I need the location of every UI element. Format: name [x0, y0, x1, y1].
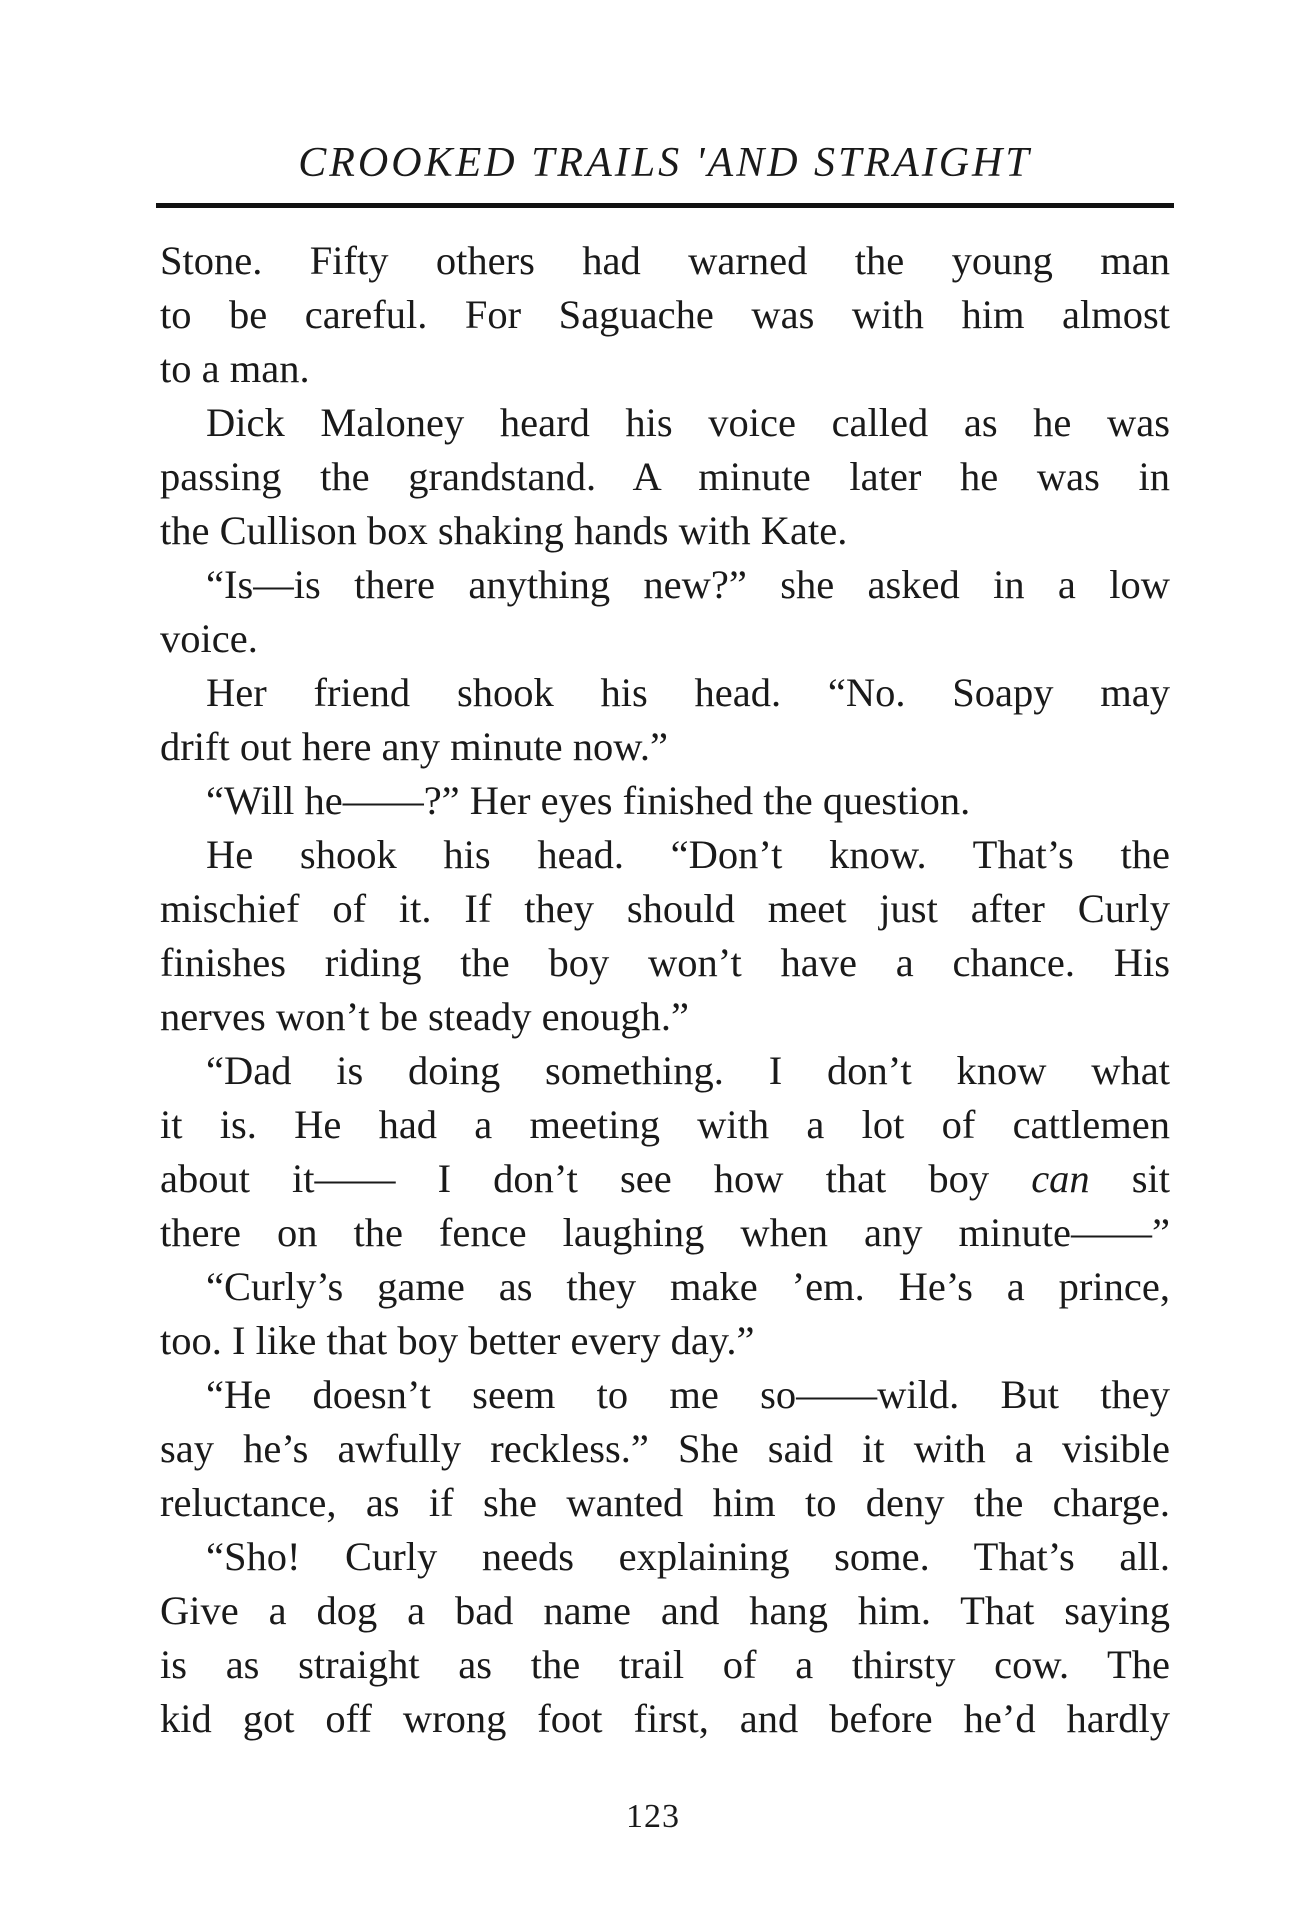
- emphasized-word: can: [1031, 1156, 1090, 1201]
- text-line: reluctance, as if she wanted him to deny the charge.: [160, 1480, 1170, 1525]
- text-line: Dick Maloney heard his voice called as he was: [206, 400, 1170, 445]
- text-line: “Will he——?” Her eyes finished the question.: [206, 778, 971, 823]
- page-number: 123: [626, 1798, 680, 1835]
- text-line: to be careful. For Saguache was with him almost: [160, 292, 1170, 337]
- text-line: nerves won’t be steady enough.”: [160, 994, 689, 1039]
- text-line: voice.: [160, 616, 258, 661]
- text-line: is as straight as the trail of a thirsty cow. The: [160, 1642, 1170, 1687]
- text-line: “Curly’s game as they make ’em. He’s a prince,: [206, 1264, 1170, 1309]
- text-line: about it—— I don’t see how that boy can sit: [160, 1156, 1171, 1201]
- text-line: drift out here any minute now.”: [160, 724, 668, 769]
- text-line: “He doesn’t seem to me so——wild. But they: [206, 1372, 1170, 1417]
- text-line: too. I like that boy better every day.”: [160, 1318, 755, 1363]
- text-line: passing the grandstand. A minute later he was in: [160, 454, 1170, 499]
- text-line: Give a dog a bad name and hang him. That saying: [160, 1588, 1170, 1633]
- text-line: Her friend shook his head. “No. Soapy may: [206, 670, 1170, 715]
- text-line: kid got off wrong foot first, and before he’d hardly: [160, 1696, 1170, 1741]
- text-line: Stone. Fifty others had warned the young man: [160, 238, 1170, 283]
- text-line: “Is—is there anything new?” she asked in a low: [206, 562, 1170, 607]
- text-line: “Sho! Curly needs explaining some. That’s all.: [206, 1534, 1170, 1579]
- text-line: finishes riding the boy won’t have a chance. His: [160, 940, 1170, 985]
- text-line: mischief of it. If they should meet just after Curly: [160, 886, 1170, 931]
- text-line: there on the fence laughing when any minute——”: [160, 1210, 1170, 1255]
- body-text: [160, 234, 1170, 1746]
- text-line: to a man.: [160, 346, 310, 391]
- text-line: “Dad is doing something. I don’t know what: [206, 1048, 1170, 1093]
- text-line: the Cullison box shaking hands with Kate.: [160, 508, 848, 553]
- text-line: say he’s awfully reckless.” She said it with a visible: [160, 1426, 1170, 1471]
- running-title: CROOKED TRAILS 'AND STRAIGHT: [298, 140, 1032, 186]
- header-rule: [156, 203, 1174, 208]
- text-line: He shook his head. “Don’t know. That’s the: [206, 832, 1170, 877]
- text-line: it is. He had a meeting with a lot of cattlemen: [160, 1102, 1170, 1147]
